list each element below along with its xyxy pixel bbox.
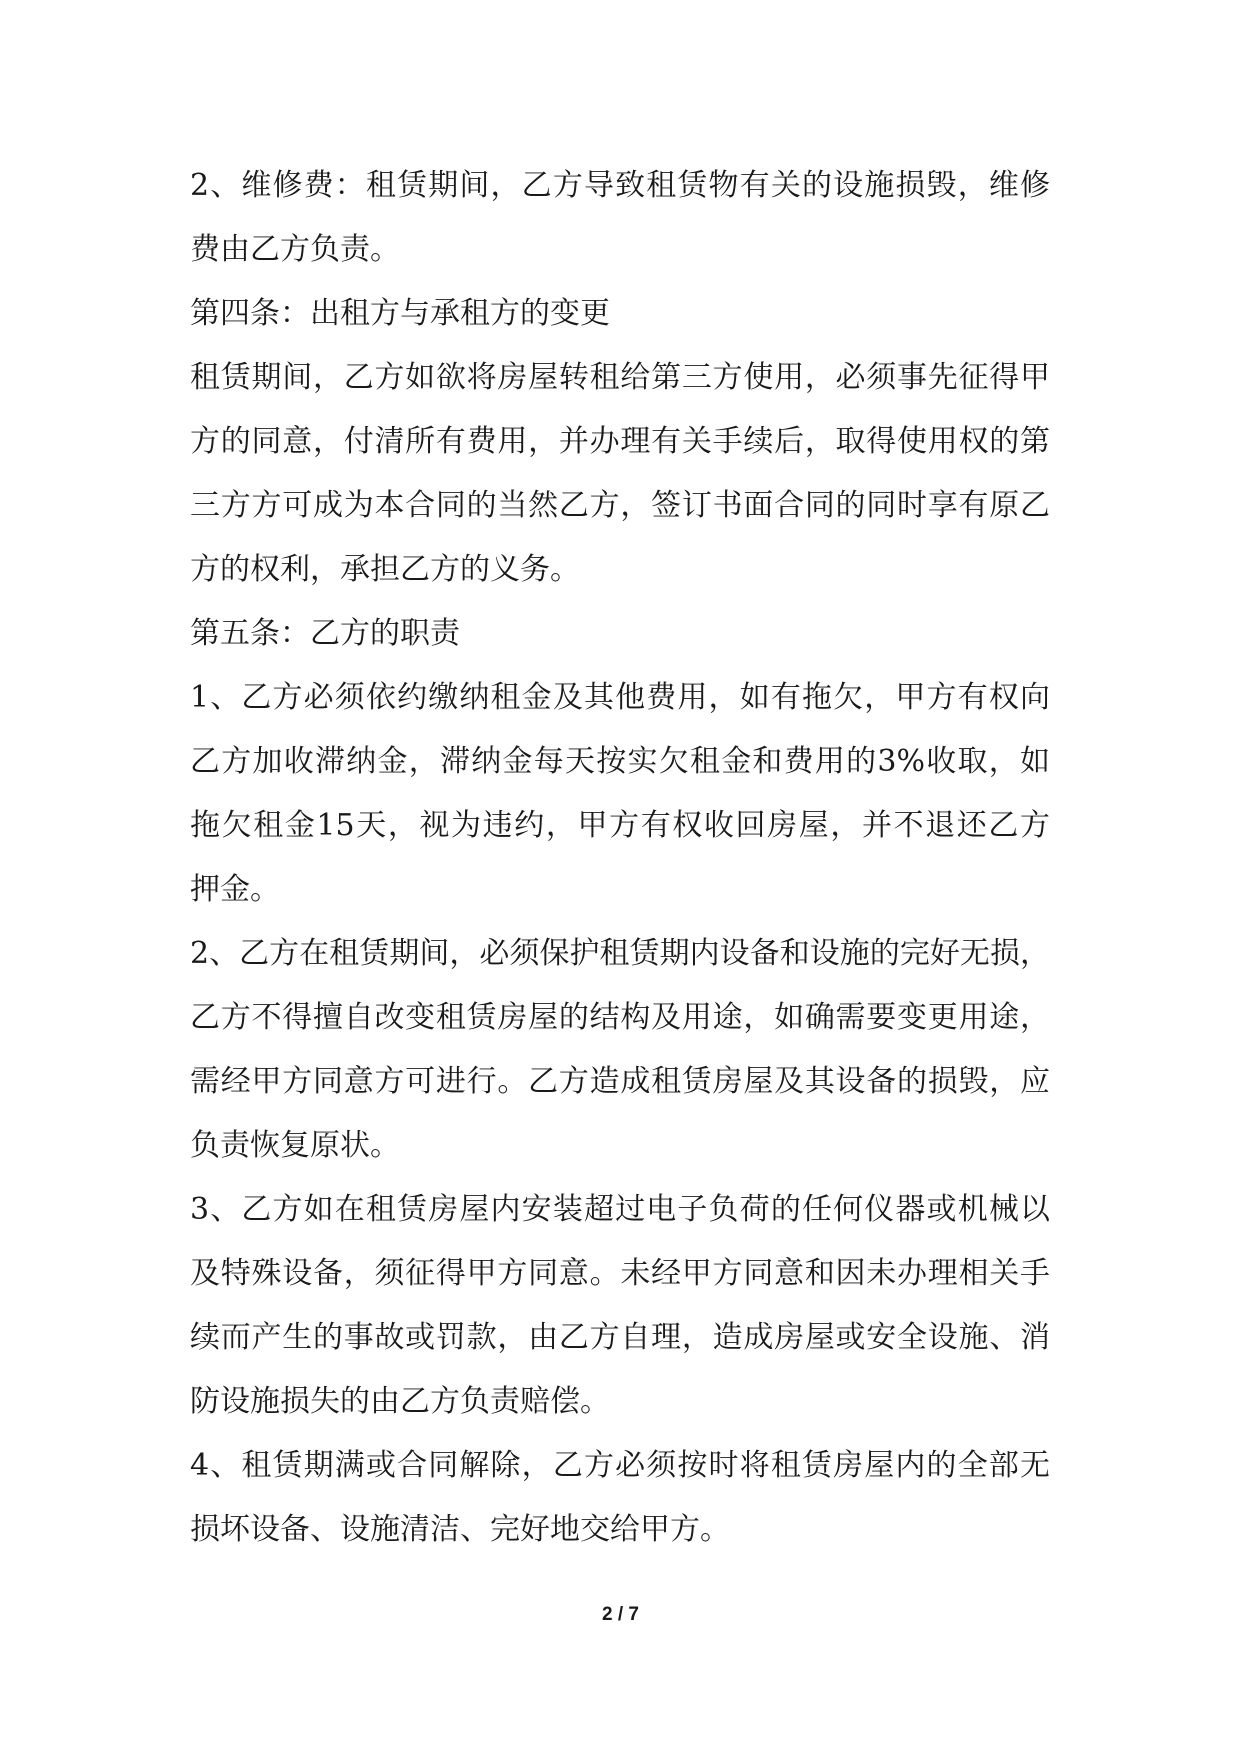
text-line: 续而产生的事故或罚款，由乙方自理，造成房屋或安全设施、消 <box>190 1320 1050 1355</box>
text-line: 三方方可成为本合同的当然乙方，签订书面合同的同时享有原乙 <box>190 488 1050 523</box>
text-line: 拖欠租金15天，视为违约，甲方有权收回房屋，并不退还乙方 <box>190 808 1050 843</box>
section-heading: 第四条：出租方与承租方的变更 <box>190 296 610 331</box>
text-line: 乙方不得擅自改变租赁房屋的结构及用途，如确需要变更用途， <box>190 1000 1050 1035</box>
text-line: 及特殊设备，须征得甲方同意。未经甲方同意和因未办理相关手 <box>190 1256 1050 1291</box>
text-line: 1、乙方必须依约缴纳租金及其他费用，如有拖欠，甲方有权向 <box>190 680 1050 715</box>
text-line: 负责恢复原状。 <box>190 1128 400 1163</box>
text-line: 损坏设备、设施清洁、完好地交给甲方。 <box>190 1512 730 1547</box>
text-line: 费由乙方负责。 <box>190 232 400 267</box>
text-line: 租赁期间，乙方如欲将房屋转租给第三方使用，必须事先征得甲 <box>190 360 1050 395</box>
text-line: 防设施损失的由乙方负责赔偿。 <box>190 1384 610 1419</box>
section-heading: 第五条：乙方的职责 <box>190 616 460 651</box>
text-line: 3、乙方如在租赁房屋内安装超过电子负荷的任何仪器或机械以 <box>190 1192 1050 1227</box>
text-line: 2、维修费：租赁期间，乙方导致租赁物有关的设施损毁，维修 <box>190 168 1050 203</box>
text-line: 方的权利，承担乙方的义务。 <box>190 552 580 587</box>
page-number: 2 / 7 <box>602 1604 639 1625</box>
text-line: 需经甲方同意方可进行。乙方造成租赁房屋及其设备的损毁，应 <box>190 1064 1050 1099</box>
text-line: 2、乙方在租赁期间，必须保护租赁期内设备和设施的完好无损， <box>190 936 1050 971</box>
text-line: 押金。 <box>190 872 280 907</box>
text-line: 方的同意，付清所有费用，并办理有关手续后，取得使用权的第 <box>190 424 1050 459</box>
text-line: 4、租赁期满或合同解除，乙方必须按时将租赁房屋内的全部无 <box>190 1448 1050 1483</box>
text-line: 乙方加收滞纳金，滞纳金每天按实欠租金和费用的3%收取，如 <box>190 744 1050 779</box>
